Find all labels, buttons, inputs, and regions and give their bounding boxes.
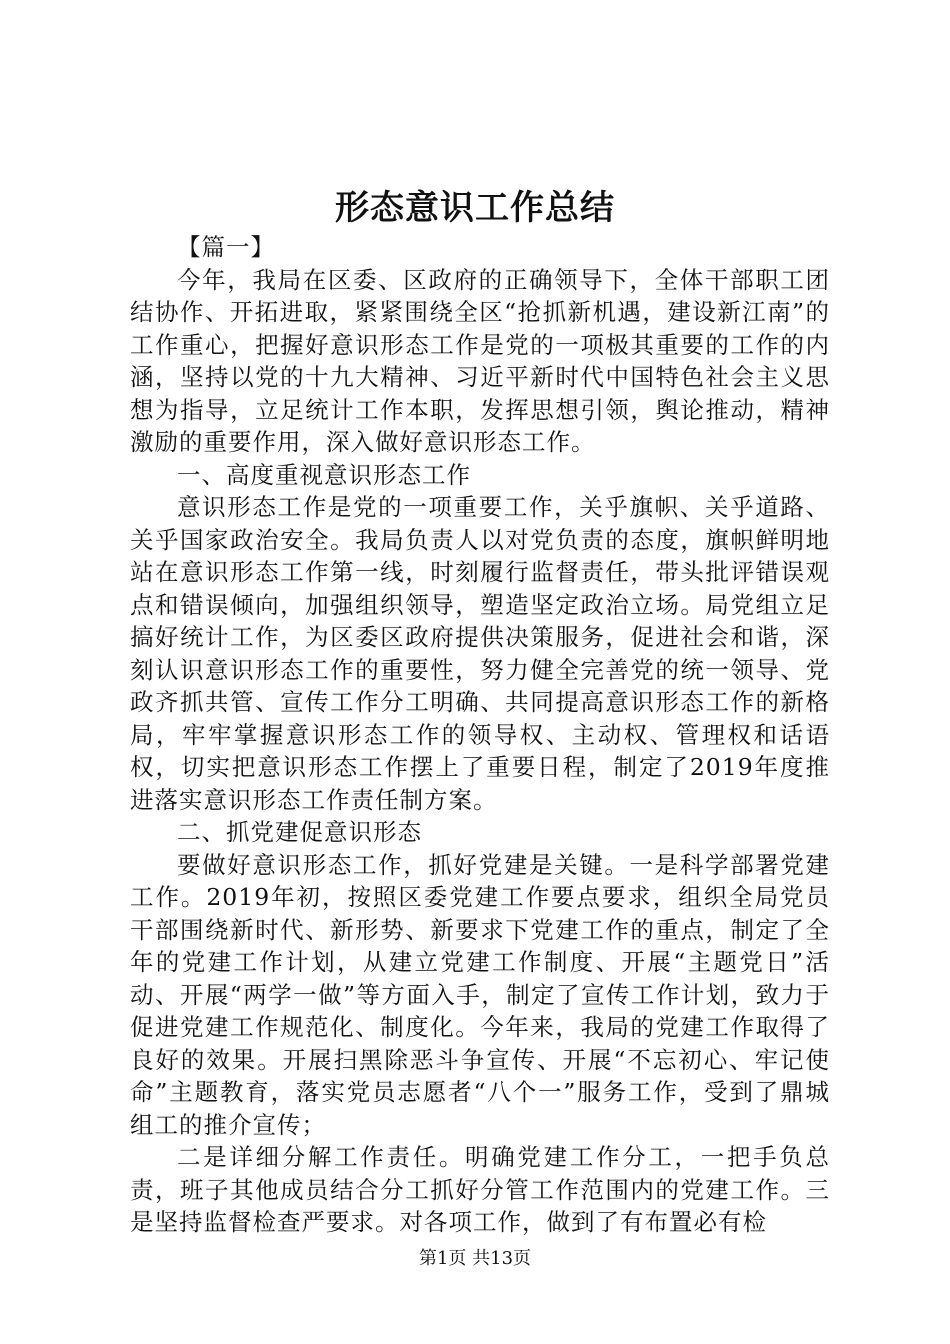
document-body [130, 231, 830, 1239]
section-2-paragraph: 要做好意识形态工作，抓好党建是关键。一是科学部署党建工作。2019年初，按照区委党建工作要点要求，组织全局党员干部围绕新时代、新形势、新要求下党建工作的重点，制定了全年的党建工作计划，从建立党建工作制度、开展“主题党日”活动、开展“两学一做”等方面入手，制定了宣传工作计划，致力于促进党建工作规范化、制度化。今年来，我局的党建工作取得了良好的效果。开展扫黑除恶斗争宣传、开展“不忘初心、牢记使命”主题教育，落实党员志愿者“八个一”服务工作，受到了鼎城组工的推介宣传； [130, 850, 830, 1139]
section-heading-1: 一、高度重视意识形态工作 [177, 460, 471, 489]
section-tag: 【篇一】 [177, 233, 275, 261]
section-2-paragraph-continued: 二是详细分解工作责任。明确党建工作分工，一把手负总责，班子其他成员结合分工抓好分管工作范围内的党建工作。三是坚持监督检查严要求。对各项工作，做到了有布置必有检 [130, 1143, 830, 1236]
intro-paragraph: 今年，我局在区委、区政府的正确领导下，全体干部职工团结协作、开拓进取，紧紧围绕全区“抢抓新机遇，建设新江南”的工作重心，把握好意识形态工作是党的一项极其重要的工作的内涵，坚持以党的十九大精神、习近平新时代中国特色社会主义思想为指导，立足统计工作本职，发挥思想引领，舆论推动，精神激励的重要作用，深入做好意识形态工作。 [130, 265, 830, 456]
page-footer: 第1页 共13页 [418, 1248, 532, 1269]
section-1-paragraph: 意识形态工作是党的一项重要工作，关乎旗帜、关乎道路、关乎国家政治安全。我局负责人以对党负责的态度，旗帜鲜明地站在意识形态工作第一线，时刻履行监督责任，带头批评错误观点和错误倾向，加强组织领导，塑造坚定政治立场。局党组立足搞好统计工作，为区委区政府提供决策服务，促进社会和谐，深刻认识意识形态工作的重要性，努力健全完善党的统一领导、党政齐抓共管、宣传工作分工明确、共同提高意识形态工作的新格局，牢牢掌握意识形态工作的领导权、主动权、管理权和话语权，切实把意识形态工作摆上了重要日程，制定了2019年度推进落实意识形态工作责任制方案。 [130, 493, 830, 814]
document-title: 形态意识工作总结 [335, 188, 615, 228]
section-heading-2: 二、抓党建促意识形态 [177, 818, 422, 846]
